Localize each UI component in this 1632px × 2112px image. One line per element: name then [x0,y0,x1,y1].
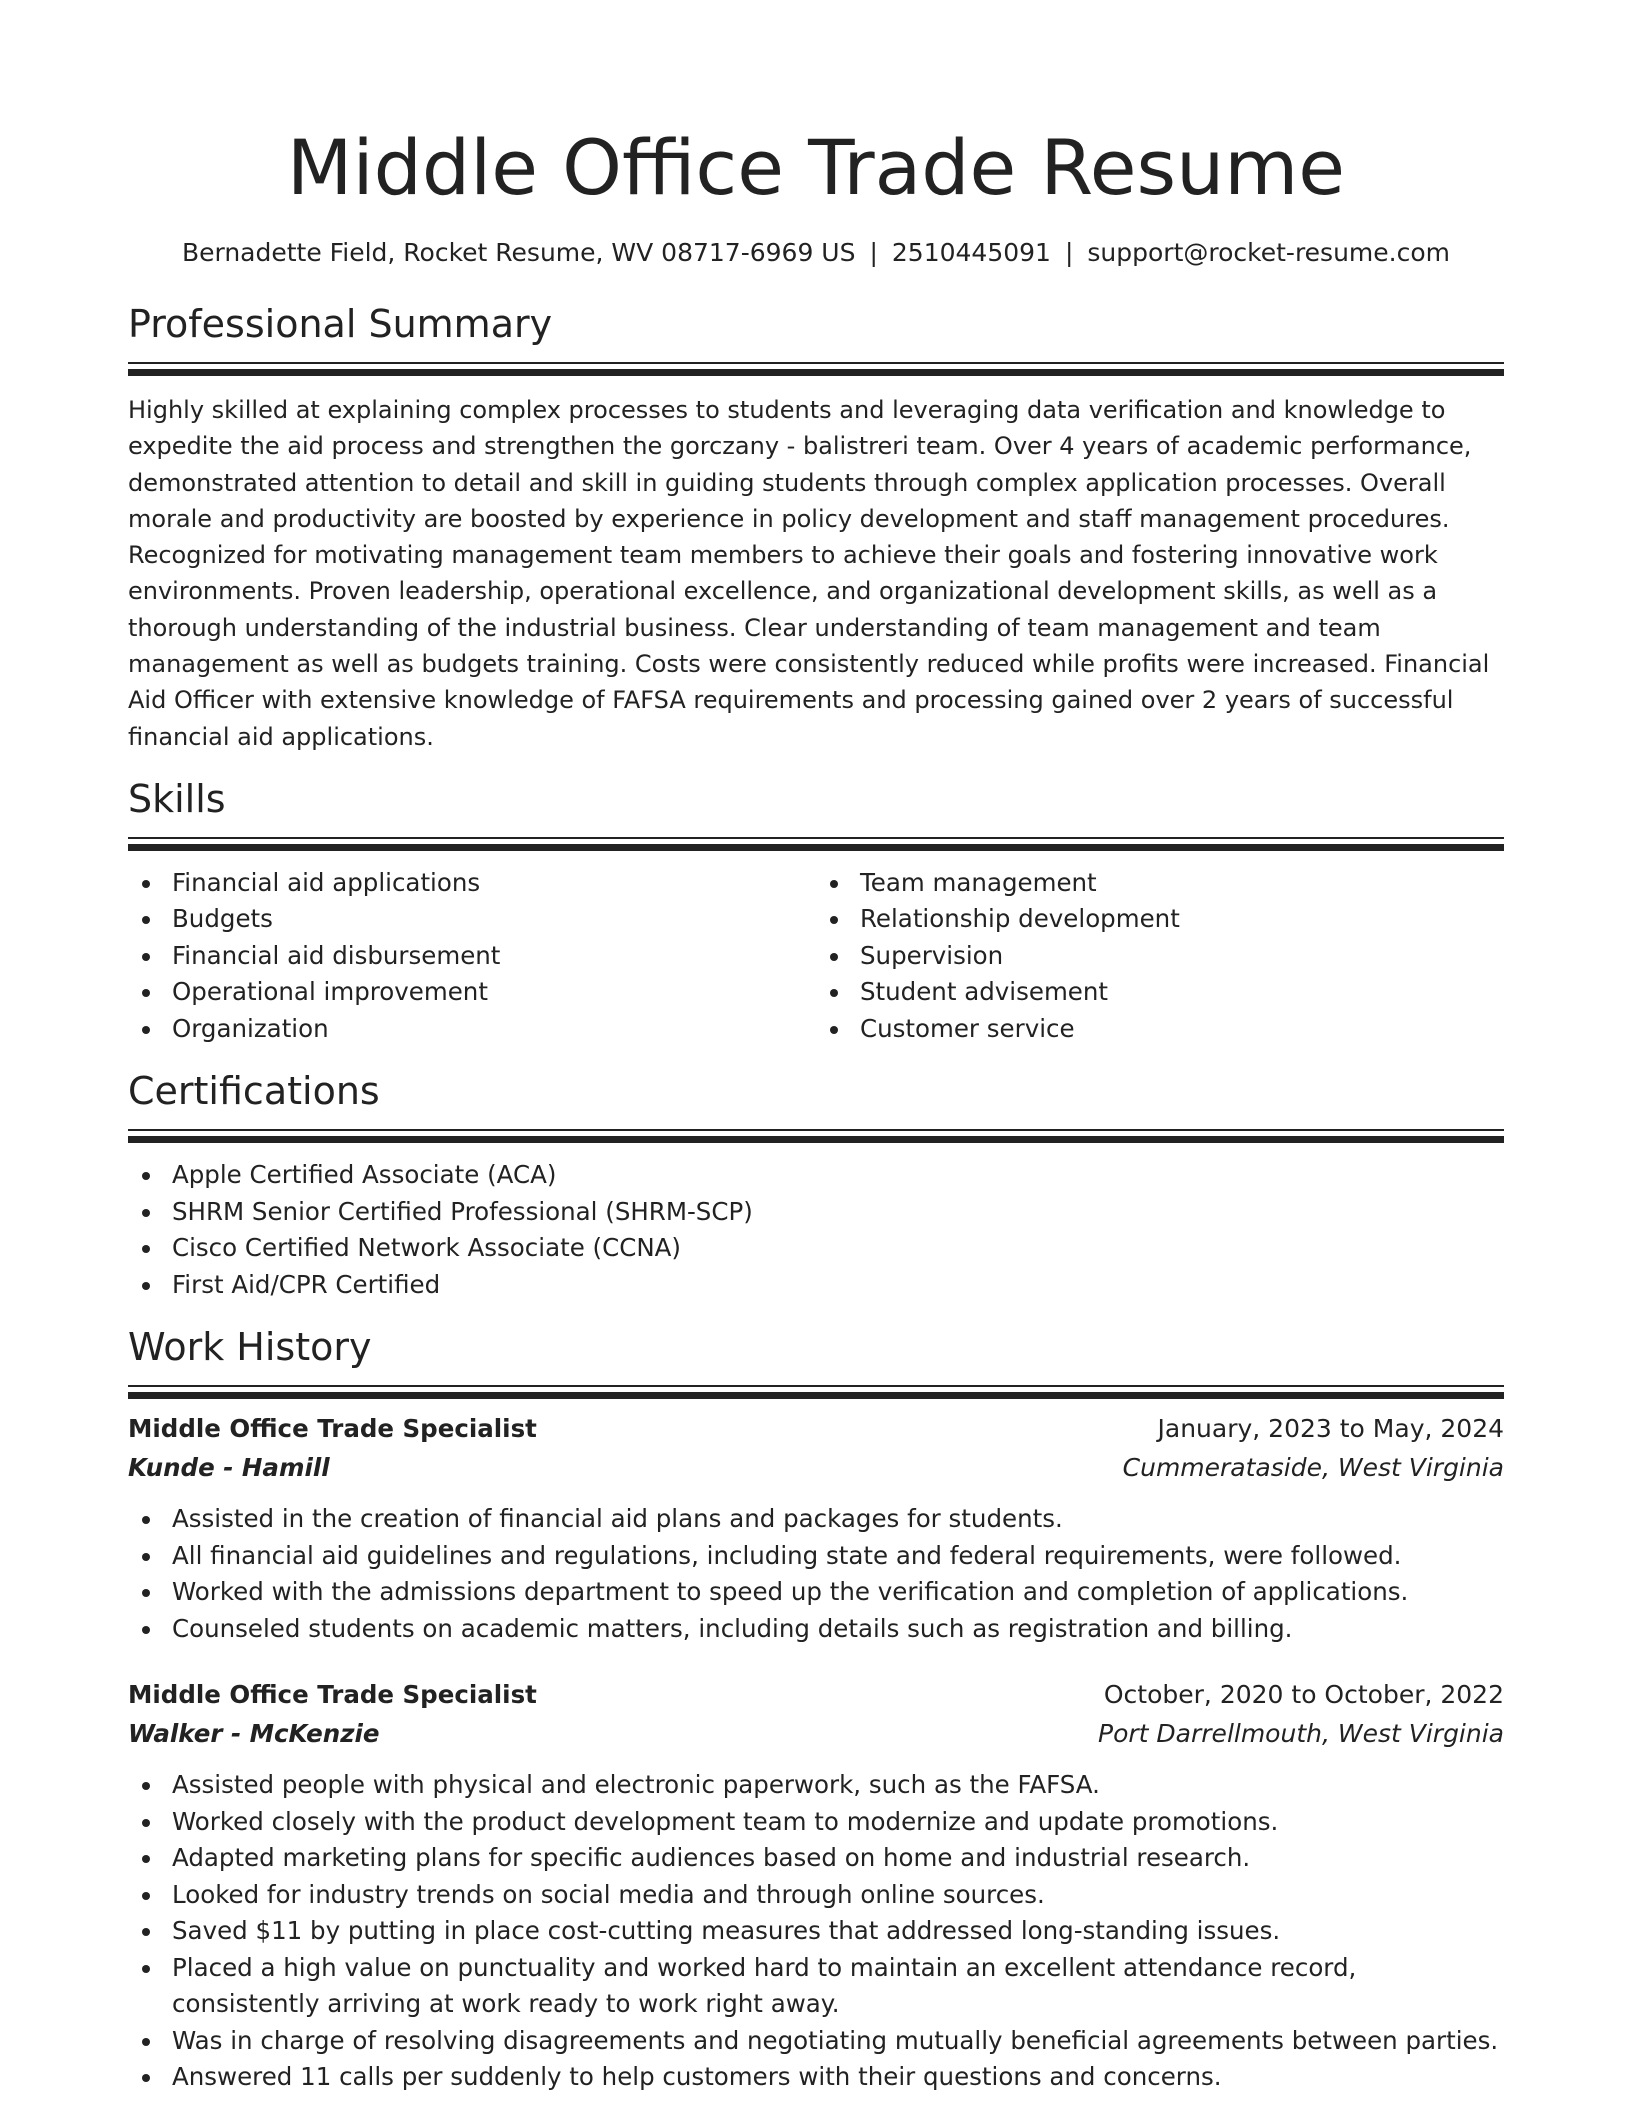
section-title-work-history: Work History [128,1325,372,1370]
job-bullet-item: Assisted in the creation of financial aid plans and packages for students. [172,1501,1504,1538]
certification-item: Cisco Certified Network Associate (CCNA) [172,1230,1504,1267]
section-divider [128,1129,1504,1143]
summary-text: Highly skilled at explaining complex processes to students and leveraging data verification and knowledge to expedite the aid process and strengthen the gorczany - balistreri team. Over 4 years of academic performance, demonstrated attention to detail and skill in guiding students through complex application processes. Overall morale and productivity are boosted by experience in policy development and staff management procedures. Recognized for motivating management team members to achieve their goals and fostering innovative work environments. Proven leadership, operational excellence, and organizational development skills, as well as a thorough understanding of the industrial business. Clear understanding of team management and team management as well as budgets training. Costs were consistently reduced while profits were increased. Financial Aid Officer with extensive knowledge of FAFSA requirements and processing gained over 2 years of successful financial aid applications. [128,396,1490,751]
job-entry [128,1409,1504,1647]
certifications-list [128,1157,1504,1303]
job-header-row [128,1675,1504,1715]
contact-separator: | [1064,238,1074,267]
skill-item: Budgets [172,901,816,938]
certification-item: Apple Certified Associate (ACA) [172,1157,1504,1194]
job-header-row [128,1409,1504,1449]
contact-phone: 2510445091 [891,238,1051,267]
job-bullets [128,1767,1504,2096]
section-divider [128,837,1504,851]
section-divider [128,362,1504,376]
job-bullet-item: All financial aid guidelines and regulations, including state and federal requirements, were followed. [172,1538,1504,1575]
skill-item: Supervision [860,938,1504,975]
job-bullets [128,1501,1504,1647]
skills-section [128,775,1504,1048]
skill-item: Customer service [860,1011,1504,1048]
certifications-section [128,1067,1504,1303]
skills-list-left [128,865,816,1048]
job-company: Walker - McKenzie [128,1719,380,1749]
resume-page [128,0,1504,2096]
job-bullet-item: Counseled students on academic matters, including details such as registration and billing. [172,1611,1504,1648]
job-company: Kunde - Hamill [128,1453,330,1483]
job-bullet-item: Looked for industry trends on social media and through online sources. [172,1877,1504,1914]
section-title-certifications: Certifications [128,1069,380,1114]
job-dates: October, 2020 to October, 2022 [1103,1680,1504,1710]
job-location: Cummerataside, West Virginia [1122,1453,1504,1483]
job-bullet-item: Adapted marketing plans for specific audiences based on home and industrial research. [172,1840,1504,1877]
section-title-summary: Professional Summary [128,302,553,346]
job-title: Middle Office Trade Specialist [128,1680,537,1710]
skill-item: Team management [860,865,1504,902]
job-bullet-item: Answered 11 calls per suddenly to help customers with their questions and concerns. [172,2059,1504,2096]
section-divider [128,1385,1504,1399]
job-bullet-item: Worked closely with the product development team to modernize and update promotions. [172,1804,1504,1841]
job-subheader-row [128,1715,1504,1753]
skill-item: Financial aid applications [172,865,816,902]
work-history-section [128,1323,1504,2096]
job-subheader-row [128,1449,1504,1487]
skill-item: Organization [172,1011,816,1048]
section-title-skills: Skills [128,776,226,821]
skill-item: Relationship development [860,901,1504,938]
skill-item: Financial aid disbursement [172,938,816,975]
job-bullet-item: Assisted people with physical and electronic paperwork, such as the FAFSA. [172,1767,1504,1804]
skills-list-right [816,865,1504,1048]
job-bullet-item: Placed a high value on punctuality and worked hard to maintain an excellent attendance record, consistently arriving at work ready to work right away. [172,1950,1504,2023]
job-bullet-item: Worked with the admissions department to speed up the verification and completion of applications. [172,1574,1504,1611]
job-bullet-item: Was in charge of resolving disagreements and negotiating mutually beneficial agreements between parties. [172,2023,1504,2060]
certification-item: First Aid/CPR Certified [172,1267,1504,1304]
contact-address: Bernadette Field, Rocket Resume, WV 08717-6969 US [181,238,856,267]
resume-title: Middle Office Trade Resume [286,123,1346,212]
contact-line [128,238,1504,268]
contact-email[interactable]: support@rocket-resume.com [1087,238,1451,267]
skills-grid [128,865,1504,1048]
jobs-list [128,1409,1504,2096]
certification-item: SHRM Senior Certified Professional (SHRM-SCP) [172,1194,1504,1231]
contact-separator: | [869,238,878,267]
job-dates: January, 2023 to May, 2024 [1157,1414,1504,1444]
job-bullet-item: Saved $11 by putting in place cost-cutting measures that addressed long-standing issues. [172,1913,1504,1950]
job-title: Middle Office Trade Specialist [128,1414,537,1444]
skill-item: Operational improvement [172,974,816,1011]
job-entry [128,1675,1504,2096]
skill-item: Student advisement [860,974,1504,1011]
job-location: Port Darrellmouth, West Virginia [1098,1719,1504,1749]
summary-section [128,300,1504,755]
